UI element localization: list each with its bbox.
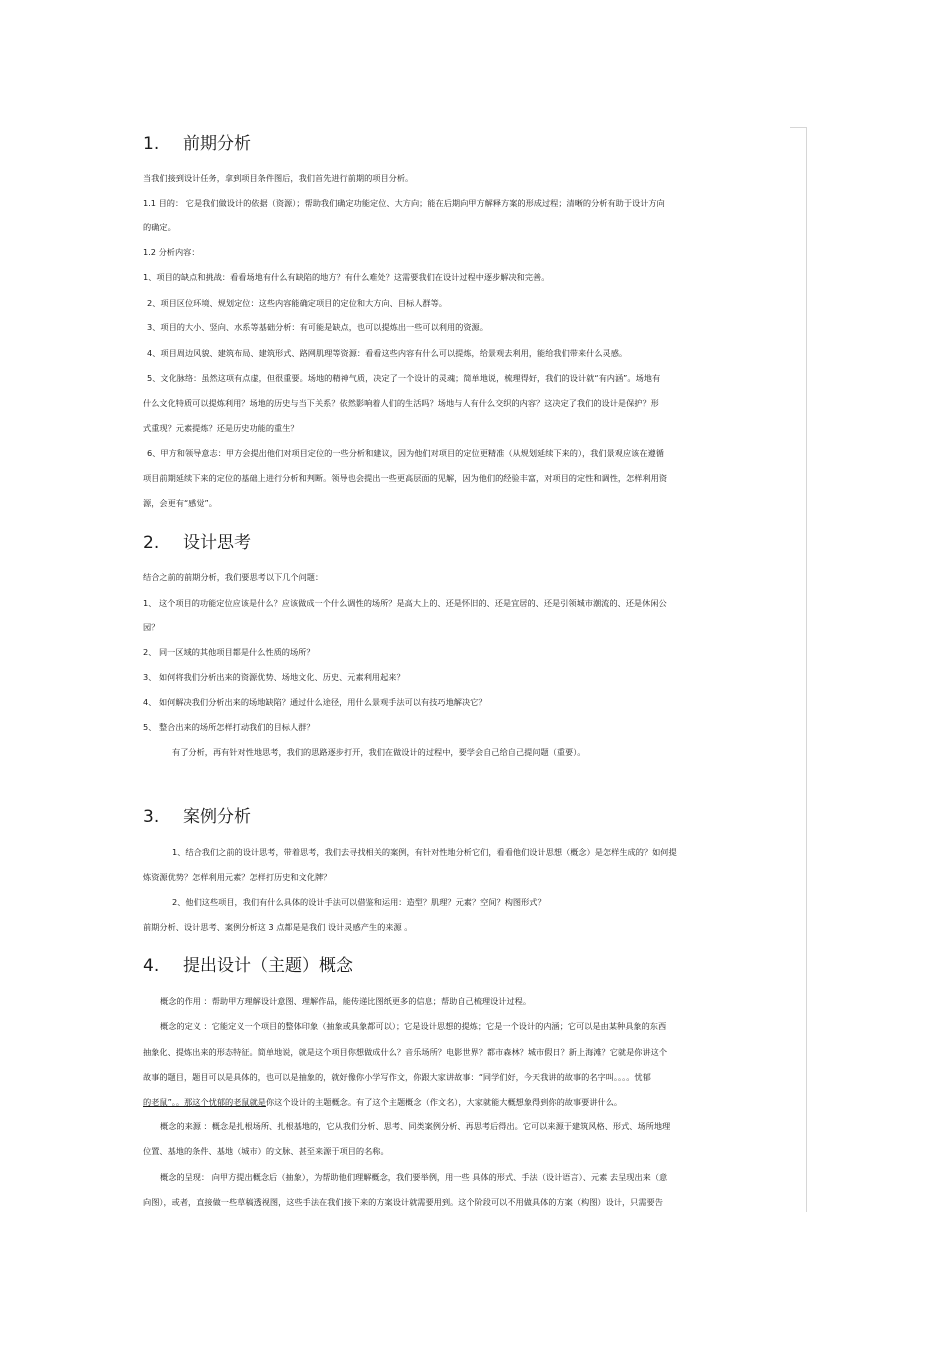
paragraph: 的确定。 (143, 222, 176, 232)
paragraph: 结合之前的前期分析，我们要思考以下几个问题： (143, 572, 324, 582)
paragraph: 位置、基地的条件、基地（城市）的文脉、甚至来源于项目的名称。 (143, 1146, 389, 1156)
paragraph: 炼资源优势？怎样利用元素？怎样打历史和文化牌？ (143, 872, 332, 882)
underlined-text: 的老鼠”。。那这个忧郁的老鼠就是 (143, 1097, 266, 1107)
paragraph: 概念的呈现： 向甲方提出概念后（抽象），为帮助他们理解概念，我们要举例，用一些 具体的形式、手法（设计语言）、元素 去呈现出来（意 (160, 1172, 668, 1182)
list-item: 4、 如何解决我们分析出来的场地缺陷？通过什么途径，用什么景观手法可以有技巧地解决它？ (143, 697, 487, 707)
list-item: 1、项目的缺点和挑战：看看场地有什么有缺陷的地方？有什么难处？这需要我们在设计过程中逐步解决和完善。 (143, 272, 550, 282)
list-item: 园？ (143, 622, 160, 632)
list-item: 什么文化特质可以提炼利用？场地的历史与当下关系？依然影响着人们的生活吗？场地与人有什么交织的内容？这决定了我们的设计是保护？形 (143, 398, 659, 408)
paragraph: 故事的题目，题目可以是具体的，也可以是抽象的，就好像你小学写作文，你跟大家讲故事：“同学们好，今天我讲的故事的名字叫。。。。忧郁 (143, 1072, 651, 1082)
list-item: 项目前期延续下来的定位的基础上进行分析和判断。领导也会提出一些更高层面的见解，因为他们的经验丰富，对项目的定性和调性，怎样利用资 (143, 473, 668, 483)
paragraph: 的老鼠”。。那这个忧郁的老鼠就是你这个设计的主题概念。有了这个主题概念（作文名），大家就能大概想象得到你的故事要讲什么。 (143, 1097, 623, 1107)
section-heading: 2. 设计思考 (143, 533, 251, 553)
paragraph: 1.1 目的： 它是我们做设计的依据（资源）；帮助我们确定功能定位、大方向；能在后期向甲方解释方案的形成过程；清晰的分析有助于设计方向 (143, 198, 665, 208)
page-border (806, 127, 807, 1212)
list-item: 4、项目周边风貌、建筑布局、建筑形式、路网肌理等资源：看看这些内容有什么可以提炼，给景观去利用，能给我们带来什么灵感。 (147, 348, 628, 358)
paragraph: 概念的作用 ：帮助甲方理解设计意图、理解作品，能传递比图纸更多的信息；帮助自己梳理设计过程。 (160, 996, 532, 1006)
list-item: 1、 这个项目的功能定位应该是什么？应该做成一个什么调性的场所？是高大上的、还是怀旧的、还是宜居的、还是引领城市潮流的、还是休闲公 (143, 598, 667, 608)
list-item: 2、项目区位环境、规划定位：这些内容能确定项目的定位和大方向、目标人群等。 (147, 298, 447, 308)
paragraph: 抽象化、提炼出来的形态特征。简单地说，就是这个项目你想做成什么？音乐场所？电影世界？都市森林？城市假日？新上海滩？它就是你讲这个 (143, 1047, 668, 1057)
list-item: 2、 同一区域的其他项目都是什么性质的场所？ (143, 647, 315, 657)
paragraph: 1.2 分析内容： (143, 247, 200, 257)
paragraph: 概念的来源 ：概念是扎根场所、扎根基地的，它从我们分析、思考、同类案例分析、再思考后得出。它可以来源于建筑风格、形式、场所地理 (160, 1121, 671, 1131)
section-heading: 3. 案例分析 (143, 807, 251, 827)
list-item: 式重现？元素提炼？还是历史功能的重生？ (143, 423, 299, 433)
list-item: 源，会更有“感觉”。 (143, 498, 217, 508)
list-item: 5、 整合出来的场所怎样打动我们的目标人群？ (143, 722, 315, 732)
list-item: 5、文化脉络：虽然这项有点虚，但很重要。场地的精神气质，决定了一个设计的灵魂；简单地说，梳理得好，我们的设计就“有内涵”。场地有 (147, 373, 661, 383)
paragraph: 向图），或者，直接做一些草稿透视图，这些手法在我们接下来的方案设计就需要用到。这个阶段可以不用做具体的方案（构图）设计，只需要告 (143, 1197, 663, 1207)
section-heading: 4. 提出设计（主题）概念 (143, 956, 353, 976)
list-item: 3、项目的大小、竖向、水系等基础分析：有可能是缺点，也可以提炼出一些可以利用的资源。 (147, 322, 488, 332)
paragraph: 有了分析，再有针对性地思考，我们的思路逐步打开，我们在做设计的过程中，要学会自己给自己提问题（重要）。 (172, 747, 586, 757)
paragraph: 前期分析、设计思考、案例分析这 3 点都是是我们 设计灵感产生的来源 。 (143, 922, 413, 932)
section-heading: 1. 前期分析 (143, 134, 251, 154)
list-item: 3、 如何将我们分析出来的资源优势、场地文化、历史、元素利用起来？ (143, 672, 405, 682)
paragraph: 当我们接到设计任务，拿到项目条件图后，我们首先进行前期的项目分析。 (143, 173, 414, 183)
paragraph: 2、他们这些项目，我们有什么具体的设计手法可以借鉴和运用：造型？肌理？元素？空间？构图形式？ (172, 897, 546, 907)
paragraph: 概念的定义 ：它能定义一个项目的整体印象（抽象或具象都可以）；它是设计思想的提炼；它是一个设计的内涵；它可以是由某种具象的东西 (160, 1021, 667, 1031)
paragraph: 1、结合我们之前的设计思考，带着思考，我们去寻找相关的案例，有针对性地分析它们，看看他们设计思想（概念）是怎样生成的？如何提 (172, 847, 677, 857)
page-border (790, 127, 807, 128)
list-item: 6、甲方和领导意志：甲方会提出他们对项目定位的一些分析和建议，因为他们对项目的定位更精准（从规划延续下来的），我们景观应该在遵循 (147, 448, 664, 458)
